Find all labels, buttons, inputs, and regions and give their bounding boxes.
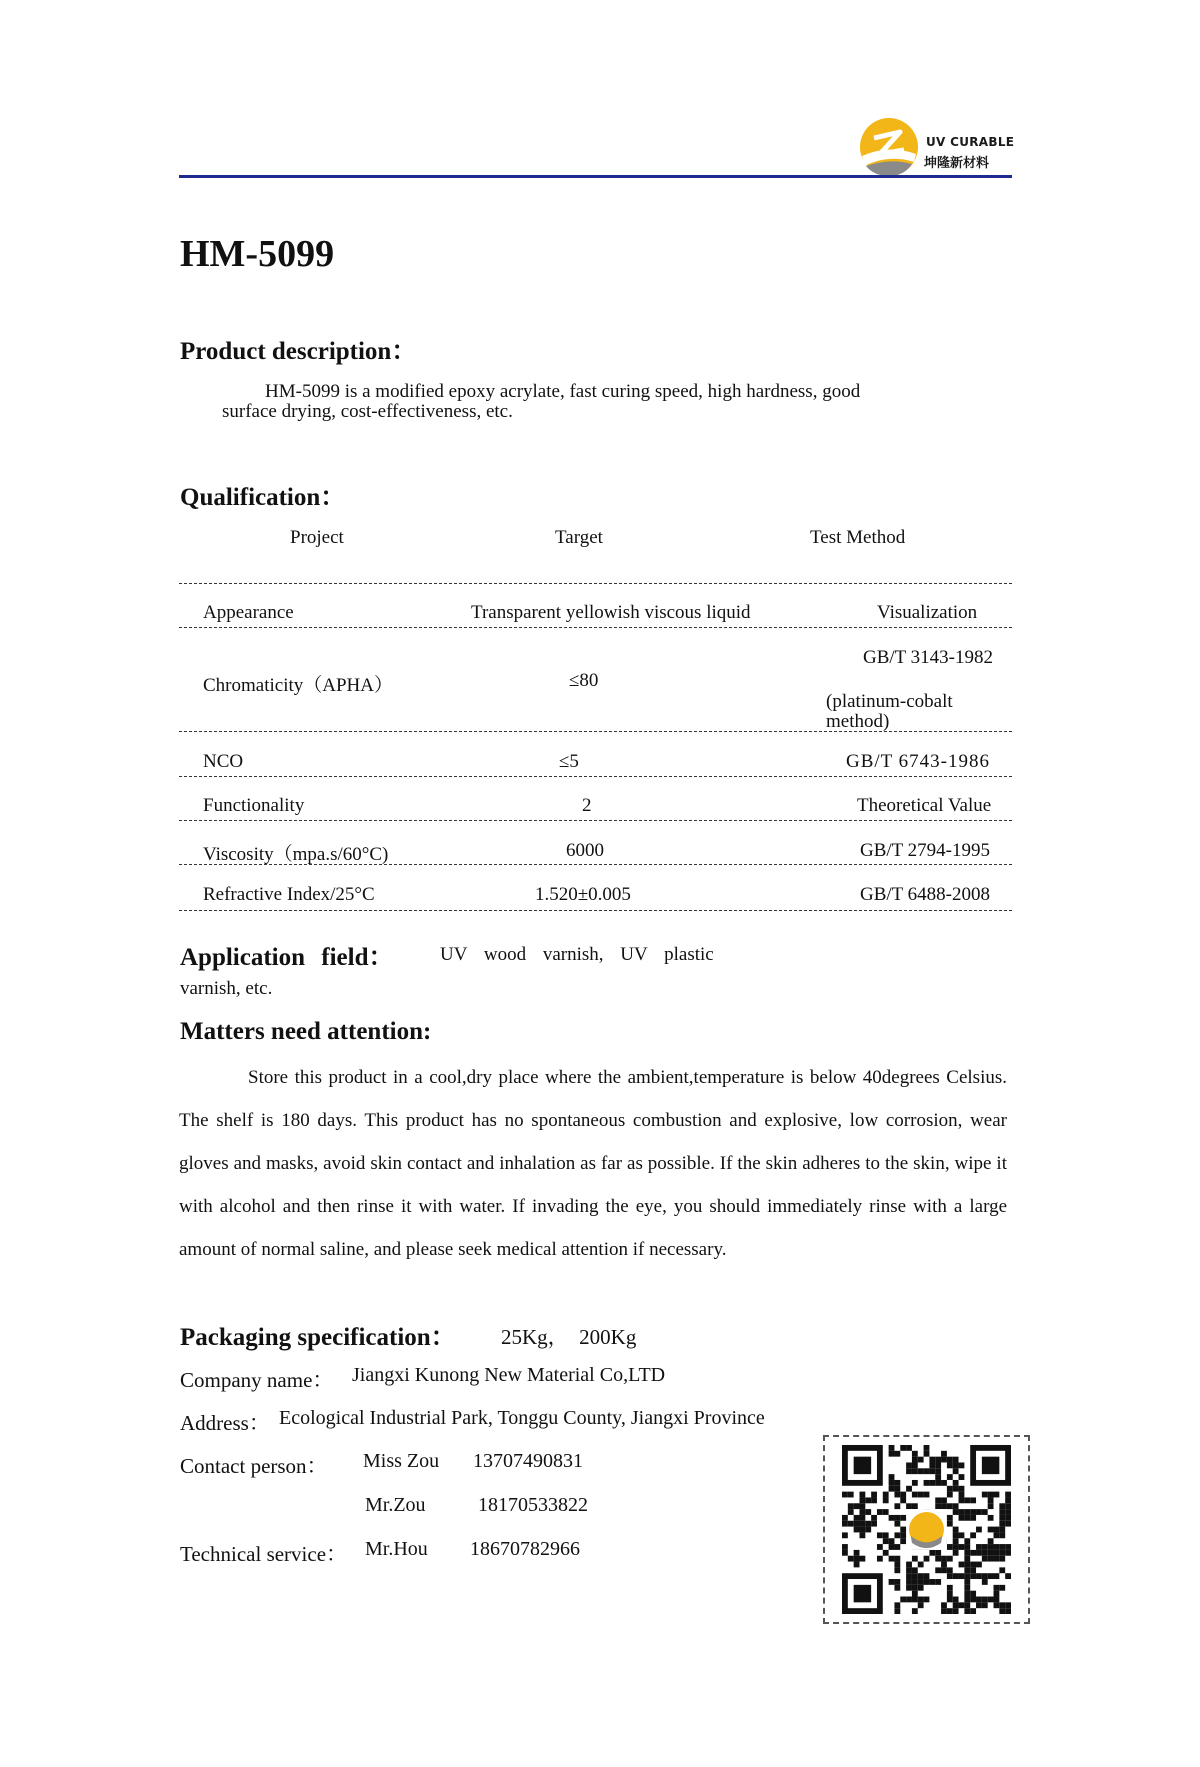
qr-code-icon[interactable]	[834, 1445, 1019, 1614]
qr-code-frame	[823, 1435, 1030, 1624]
tech-contact-name: Mr.Hou	[365, 1538, 428, 1560]
row-test-method: GB/T 6488-2008	[860, 884, 991, 905]
table-divider	[179, 776, 1012, 777]
row-project: Refractive Index/25°C	[203, 884, 375, 905]
row-test-method: GB/T 3143-1982	[863, 647, 994, 668]
row-test-method: GB/T 6743-1986	[846, 751, 991, 772]
row-project: NCO	[203, 751, 244, 772]
application-heading: Application field：	[180, 944, 394, 971]
row-target: 2	[582, 795, 592, 816]
packaging-heading: Packaging specification：	[180, 1324, 456, 1351]
table-divider	[179, 731, 1012, 732]
brand-name-en: UV CURABLE	[926, 135, 1015, 149]
address-value: Ecological Industrial Park, Tonggu County, Jiangxi Province	[279, 1407, 765, 1429]
contact-name: Miss Zou	[363, 1450, 440, 1472]
table-divider	[179, 583, 1012, 584]
row-project: Appearance	[203, 602, 294, 623]
column-header-test-method: Test Method	[810, 527, 906, 548]
contact-label: Contact person：	[180, 1454, 328, 1478]
attention-heading: Matters need attention:	[180, 1018, 432, 1045]
application-text-continued: varnish, etc.	[180, 978, 273, 999]
tech-service-label: Technical service：	[180, 1542, 348, 1566]
row-target: 1.520±0.005	[535, 884, 631, 905]
company-name: Jiangxi Kunong New Material Co,LTD	[352, 1364, 666, 1386]
row-target: Transparent yellowish viscous liquid	[471, 602, 751, 623]
table-divider	[179, 864, 1012, 865]
table-divider	[179, 627, 1012, 628]
tech-contact-phone: 18670782966	[470, 1538, 580, 1560]
row-test-method-note: (platinum-cobalt method)	[826, 691, 953, 732]
packaging-value: 25Kg， 200Kg	[501, 1325, 637, 1349]
description-line-2: surface drying, cost-effectiveness, etc.	[222, 401, 513, 422]
company-logo-icon	[858, 116, 920, 178]
attention-paragraph: Store this product in a cool,dry place where the ambient,temperature is below 40degrees Celsius. The shelf is 180 days. This product has no spontaneous combustion and explosive, low corrosion, wear gloves and masks, avoid skin contact and inhalation as far as possible. If the skin adheres to the skin, wipe it with alcohol and then rinse it with water. If invading the eye, you should immediately rinse with a large amount of normal saline, and please seek medical attention if necessary.	[179, 1067, 1007, 1260]
row-test-method: GB/T 2794-1995	[860, 840, 991, 861]
row-target: ≤80	[569, 670, 599, 691]
row-target: 6000	[566, 840, 604, 861]
contact-phone: 18170533822	[478, 1494, 588, 1516]
column-header-project: Project	[290, 527, 344, 548]
application-text: UV wood varnish, UV plastic	[440, 944, 714, 965]
header-divider	[179, 175, 1012, 178]
row-test-method: Visualization	[877, 602, 978, 623]
table-divider	[179, 820, 1012, 821]
description-heading: Product description：	[180, 338, 417, 365]
brand-name-cn: 坤隆新材料	[924, 156, 990, 171]
contact-phone: 13707490831	[473, 1450, 583, 1472]
row-test-method: Theoretical Value	[857, 795, 992, 816]
table-divider	[179, 910, 1012, 911]
product-title: HM-5099	[180, 233, 335, 275]
company-label: Company name：	[180, 1368, 334, 1392]
qualification-heading: Qualification：	[180, 484, 346, 511]
contact-name: Mr.Zou	[365, 1494, 426, 1516]
row-target: ≤5	[559, 751, 579, 772]
row-project: Viscosity（mpa.s/60°C)	[203, 844, 389, 865]
description-line-1: HM-5099 is a modified epoxy acrylate, fast curing speed, high hardness, good	[265, 381, 861, 402]
row-project: Functionality	[203, 795, 305, 816]
address-label: Address：	[180, 1411, 270, 1435]
row-project: Chromaticity（APHA）	[203, 675, 393, 696]
column-header-target: Target	[555, 527, 603, 548]
